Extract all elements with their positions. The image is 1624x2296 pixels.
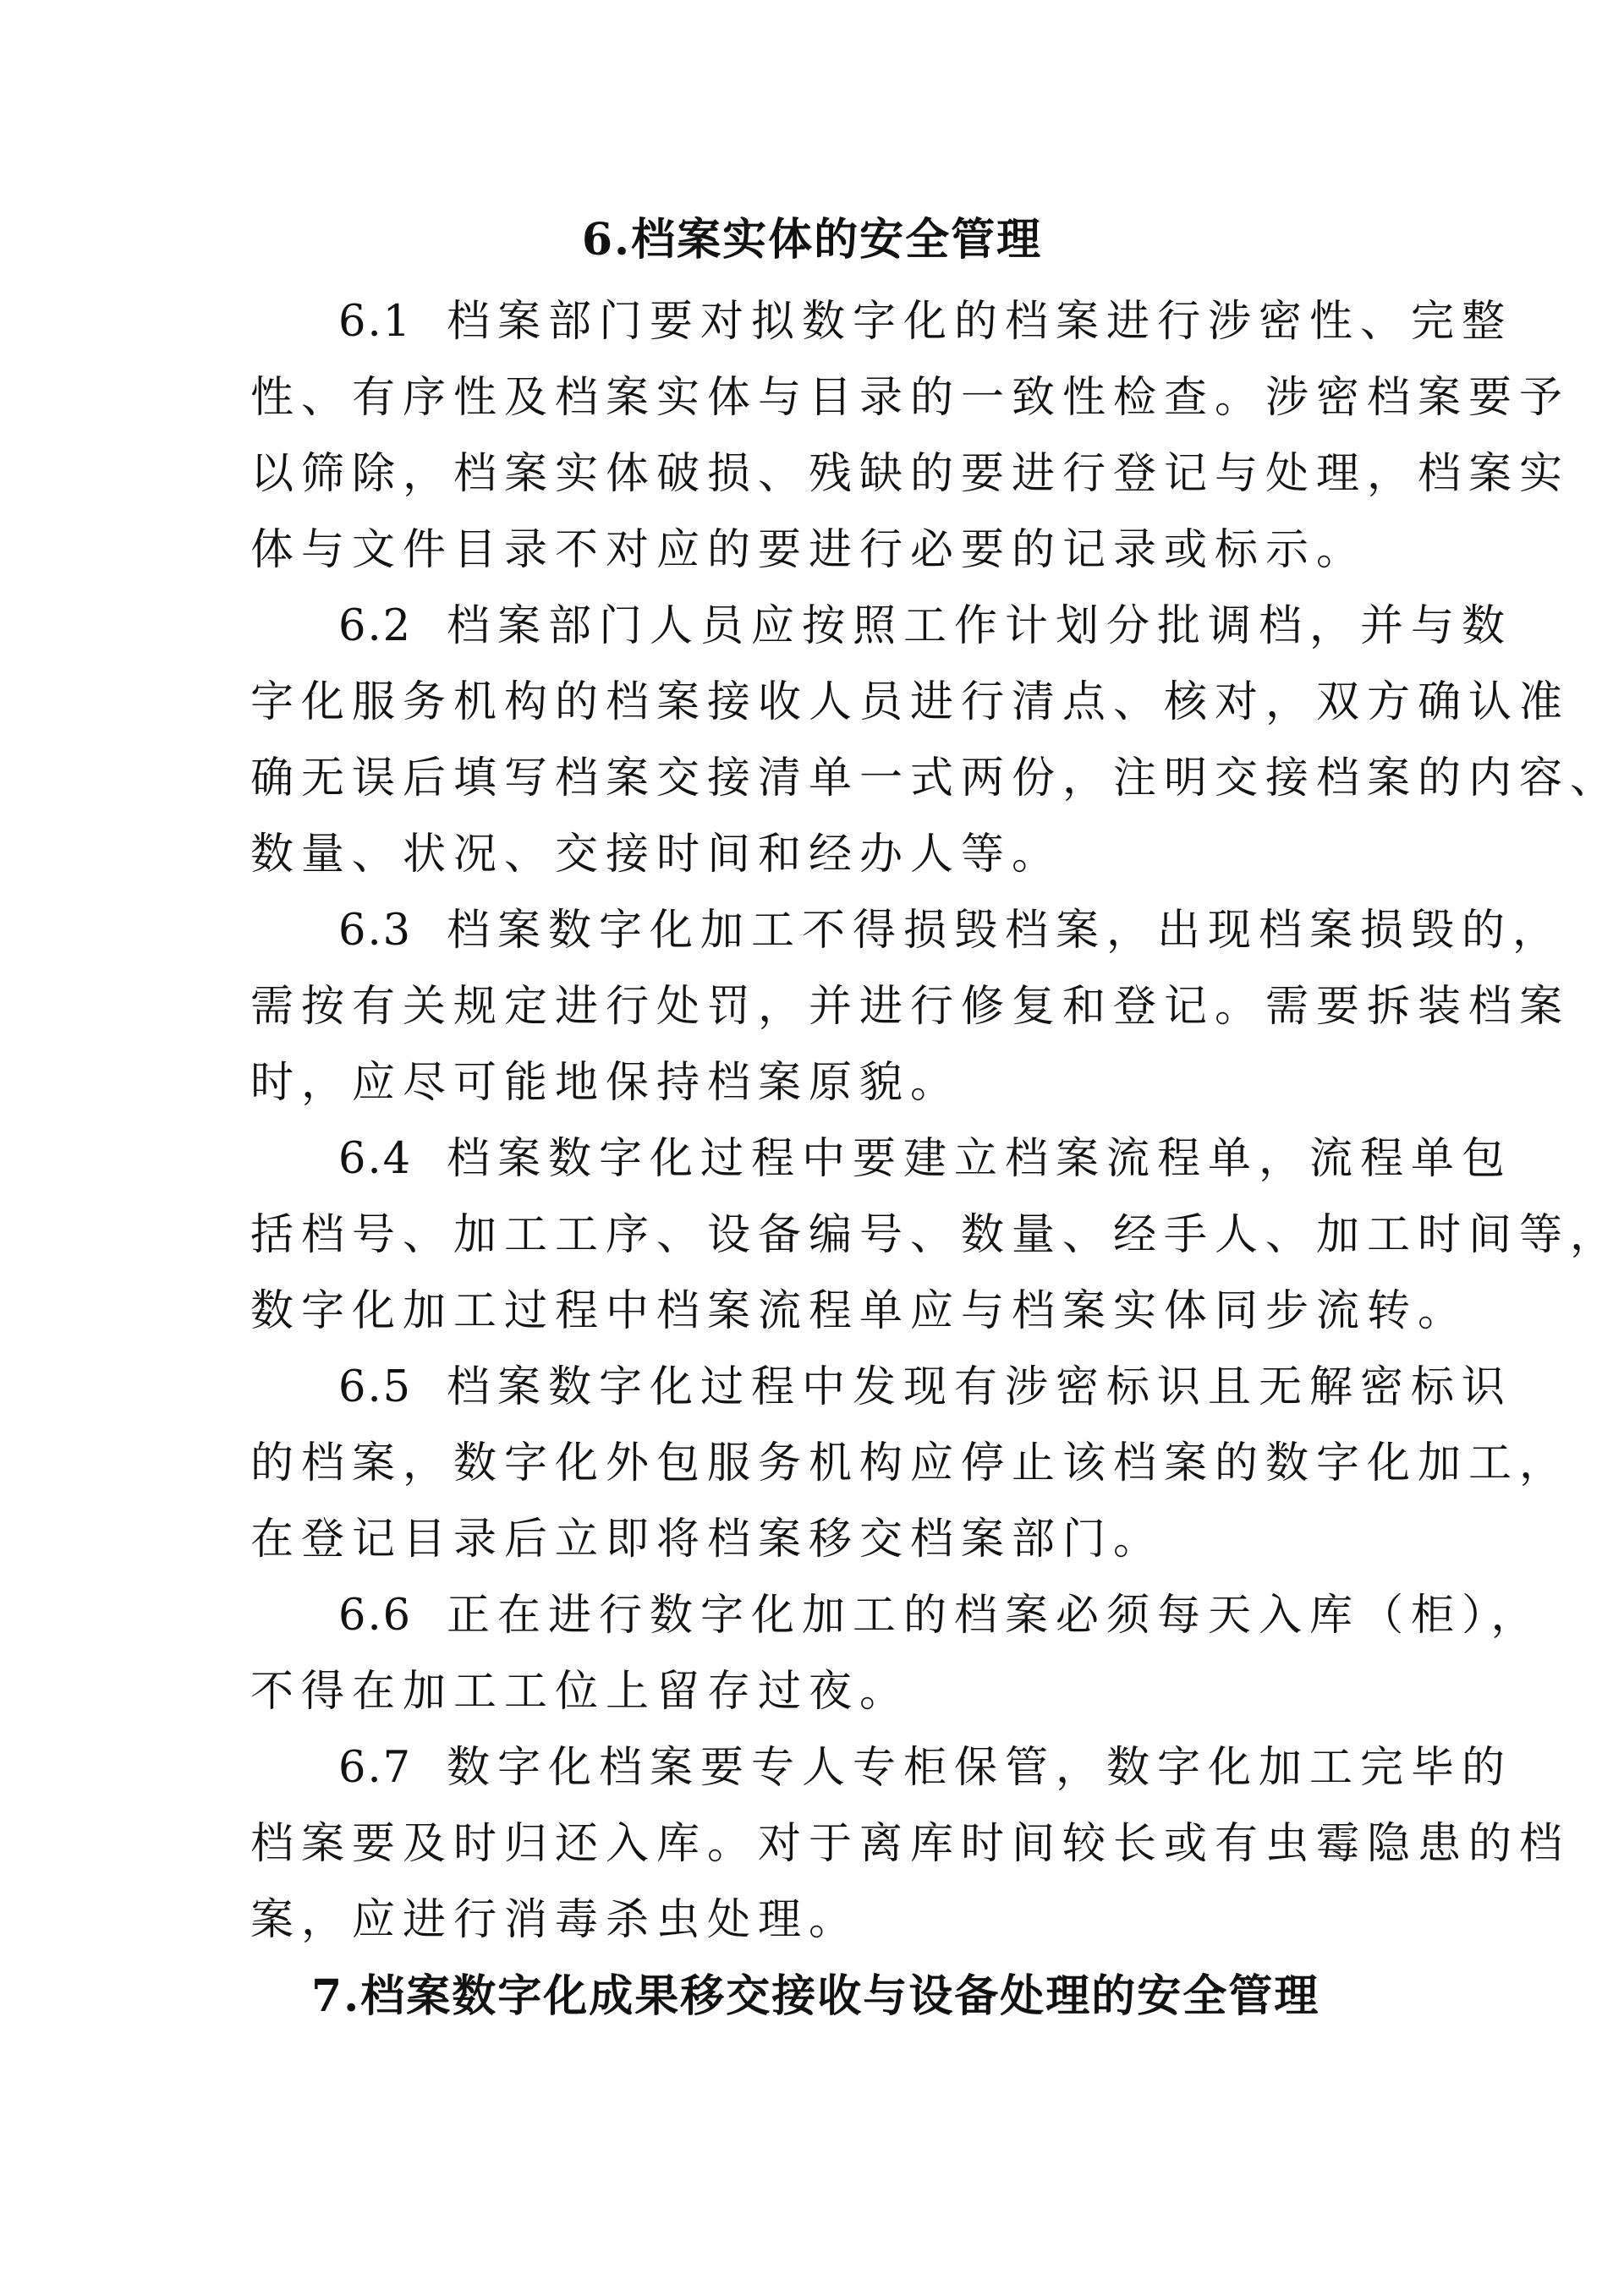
paragraph-number: 6.3: [338, 906, 413, 956]
section-7-heading: 7.档案数字化成果移交接收与设备处理的安全管理: [311, 1970, 1320, 2022]
paragraph-text: 档案部门人员应按照工作计划分批调档，并与数: [447, 601, 1513, 651]
paragraph-text: 档案部门要对拟数字化的档案进行涉密性、完整: [447, 297, 1513, 347]
paragraph-6-4-line-2: 括档号、加工工序、设备编号、数量、经手人、加工时间等，: [250, 1210, 1621, 1260]
paragraph-6-2-line-2: 字化服务机构的档案接收人员进行清点、核对，双方确认准: [250, 677, 1571, 727]
paragraph-6-5-line-1: [338, 1362, 1513, 1412]
paragraph-6-5-line-3: 在登记目录后立即将档案移交档案部门。: [250, 1515, 1165, 1564]
paragraph-6-1-line-1: [338, 297, 1513, 347]
paragraph-number: 6.7: [338, 1743, 413, 1793]
paragraph-text: 档案数字化加工不得损毁档案，出现档案损毁的，: [447, 906, 1564, 956]
paragraph-6-6-line-1: [338, 1591, 1542, 1641]
paragraph-text: 档案数字化过程中要建立档案流程单，流程单包: [447, 1134, 1513, 1184]
paragraph-6-1-line-4: 体与文件目录不对应的要进行必要的记录或标示。: [250, 525, 1368, 575]
paragraph-6-7-line-3: 案，应进行消毒杀虫处理。: [250, 1895, 860, 1945]
paragraph-text: 档案数字化过程中发现有涉密标识且无解密标识: [447, 1362, 1513, 1412]
paragraph-6-1-line-2: 性、有序性及档案实体与目录的一致性检查。涉密档案要予: [250, 373, 1571, 423]
paragraph-6-1-line-3: 以筛除，档案实体破损、残缺的要进行登记与处理，档案实: [250, 449, 1571, 499]
paragraph-6-6-line-2: 不得在加工工位上留存过夜。: [250, 1667, 911, 1717]
section-6-heading: 6.档案实体的安全管理: [581, 214, 1043, 266]
paragraph-6-7-line-1: [338, 1743, 1513, 1793]
paragraph-6-3-line-1: [338, 906, 1564, 956]
paragraph-6-2-line-4: 数量、状况、交接时间和经办人等。: [250, 830, 1063, 879]
paragraph-number: 6.5: [338, 1362, 413, 1412]
paragraph-number: 6.2: [338, 601, 413, 651]
paragraph-6-3-line-2: 需按有关规定进行处罚，并进行修复和登记。需要拆装档案: [250, 982, 1571, 1032]
paragraph-number: 6.6: [338, 1591, 413, 1641]
paragraph-number: 6.1: [338, 297, 413, 347]
paragraph-6-4-line-1: [338, 1134, 1513, 1184]
paragraph-6-2-line-1: [338, 601, 1513, 651]
paragraph-6-7-line-2: 档案要及时归还入库。对于离库时间较长或有虫霉隐患的档: [250, 1819, 1571, 1869]
paragraph-6-5-line-2: 的档案，数字化外包服务机构应停止该档案的数字化加工，: [250, 1438, 1571, 1488]
paragraph-6-3-line-3: 时，应尽可能地保持档案原貌。: [250, 1058, 962, 1108]
paragraph-6-2-line-3: 确无误后填写档案交接清单一式两份，注明交接档案的内容、: [250, 753, 1621, 803]
paragraph-number: 6.4: [338, 1134, 413, 1184]
paragraph-6-4-line-3: 数字化加工过程中档案流程单应与档案实体同步流转。: [250, 1286, 1469, 1336]
paragraph-text: 数字化档案要专人专柜保管，数字化加工完毕的: [447, 1743, 1513, 1793]
paragraph-text: 正在进行数字化加工的档案必须每天入库（柜），: [447, 1591, 1542, 1641]
